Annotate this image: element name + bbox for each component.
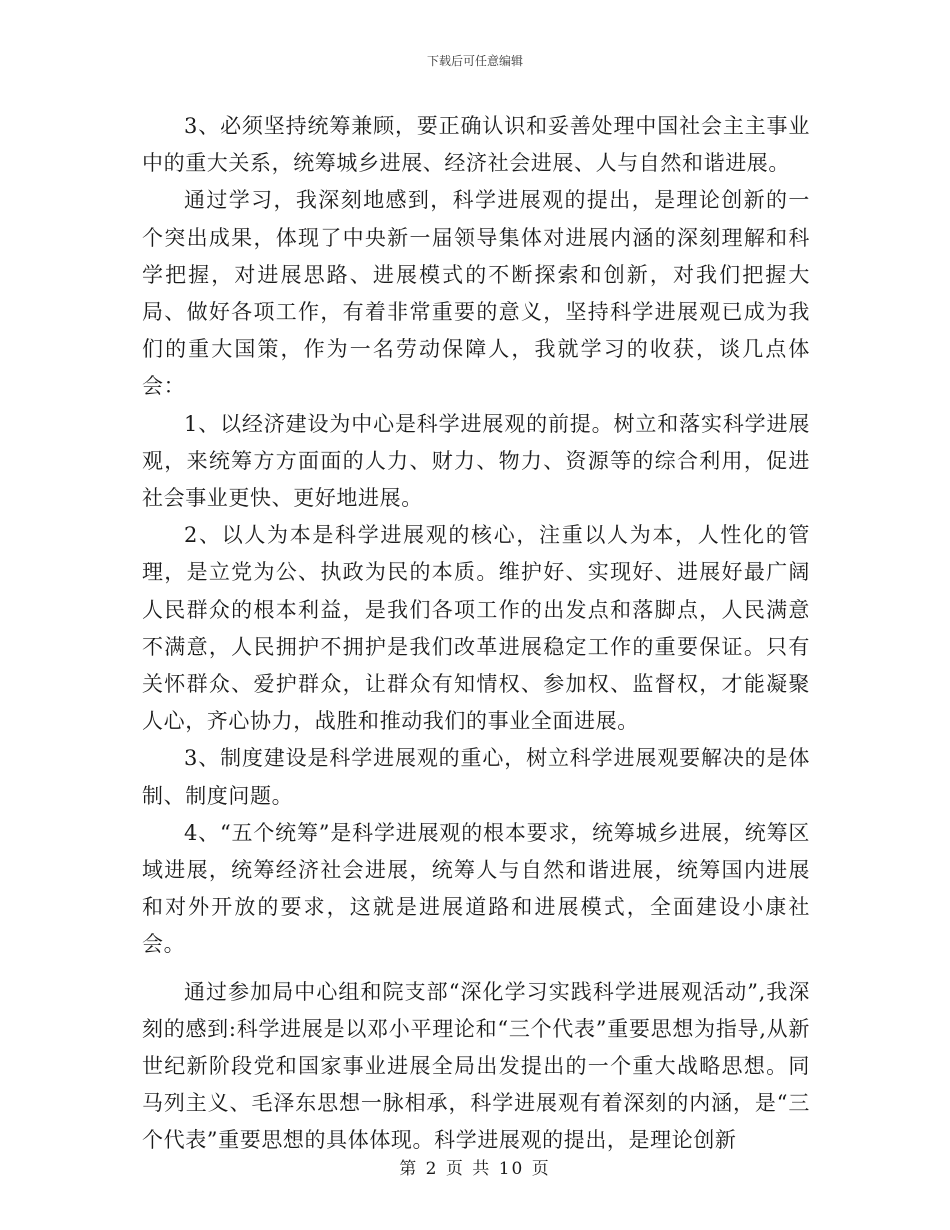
paragraph-3: 1、以经济建设为中心是科学进展观的前提。树立和落实科学进展观，来统筹方方面面的人力、财力、物力、资源等的综合利用，促进社会事业更快、更好地进展。 xyxy=(142,411,810,511)
page-number: 第 2 页 共 10 页 xyxy=(399,1159,551,1179)
paragraph-4: 2、以人为本是科学进展观的核心，注重以人为本，人性化的管理，是立党为公、执政为民的本质。维护好、实现好、进展好最广阔人民群众的根本利益，是我们各项工作的出发点和落脚点，人民满意不满意，人民拥护不拥护是我们改革进展稳定工作的重要保证。只有关怀群众、爱护群众，让群众有知情权、参加权、监督权，才能凝聚人心，齐心协力，战胜和推动我们的事业全面进展。 xyxy=(142,523,810,734)
document-body xyxy=(142,108,810,1160)
paragraph-6: 4、“五个统筹”是科学进展观的根本要求，统筹城乡进展，统筹区域进展，统筹经济社会进展，统筹人与自然和谐进展，统筹国内进展和对外开放的要求，这就是进展道路和进展模式，全面建设小康社会。 xyxy=(142,820,810,957)
paragraph-2: 通过学习，我深刻地感到，科学进展观的提出，是理论创新的一个突出成果，体现了中央新一届领导集体对进展内涵的深刻理解和科学把握，对进展思路、进展模式的不断探索和创新，对我们把握大局、做好各项工作，有着非常重要的意义，坚持科学进展观已成为我们的重大国策，作为一名劳动保障人，我就学习的收获，谈几点体会： xyxy=(142,188,810,399)
paragraph-7: 通过参加局中心组和院支部“深化学习实践科学进展观活动”,我深刻的感到:科学进展是以邓小平理论和“三个代表”重要思想为指导,从新世纪新阶段党和国家事业进展全局出发提出的一个重大战略思想。同马列主义、毛泽东思想一脉相承，科学进展观有着深刻的内涵，是“三个代表”重要思想的具体体现。科学进展观的提出，是理论创新 xyxy=(142,979,810,1153)
page-header-note: 下载后可任意编辑 xyxy=(426,54,523,68)
paragraph-1: 3、必须坚持统筹兼顾，要正确认识和妥善处理中国社会主主事业中的重大关系，统筹城乡进展、经济社会进展、人与自然和谐进展。 xyxy=(142,114,810,176)
paragraph-5: 3、制度建设是科学进展观的重心，树立科学进展观要解决的是体制、制度问题。 xyxy=(142,746,810,808)
